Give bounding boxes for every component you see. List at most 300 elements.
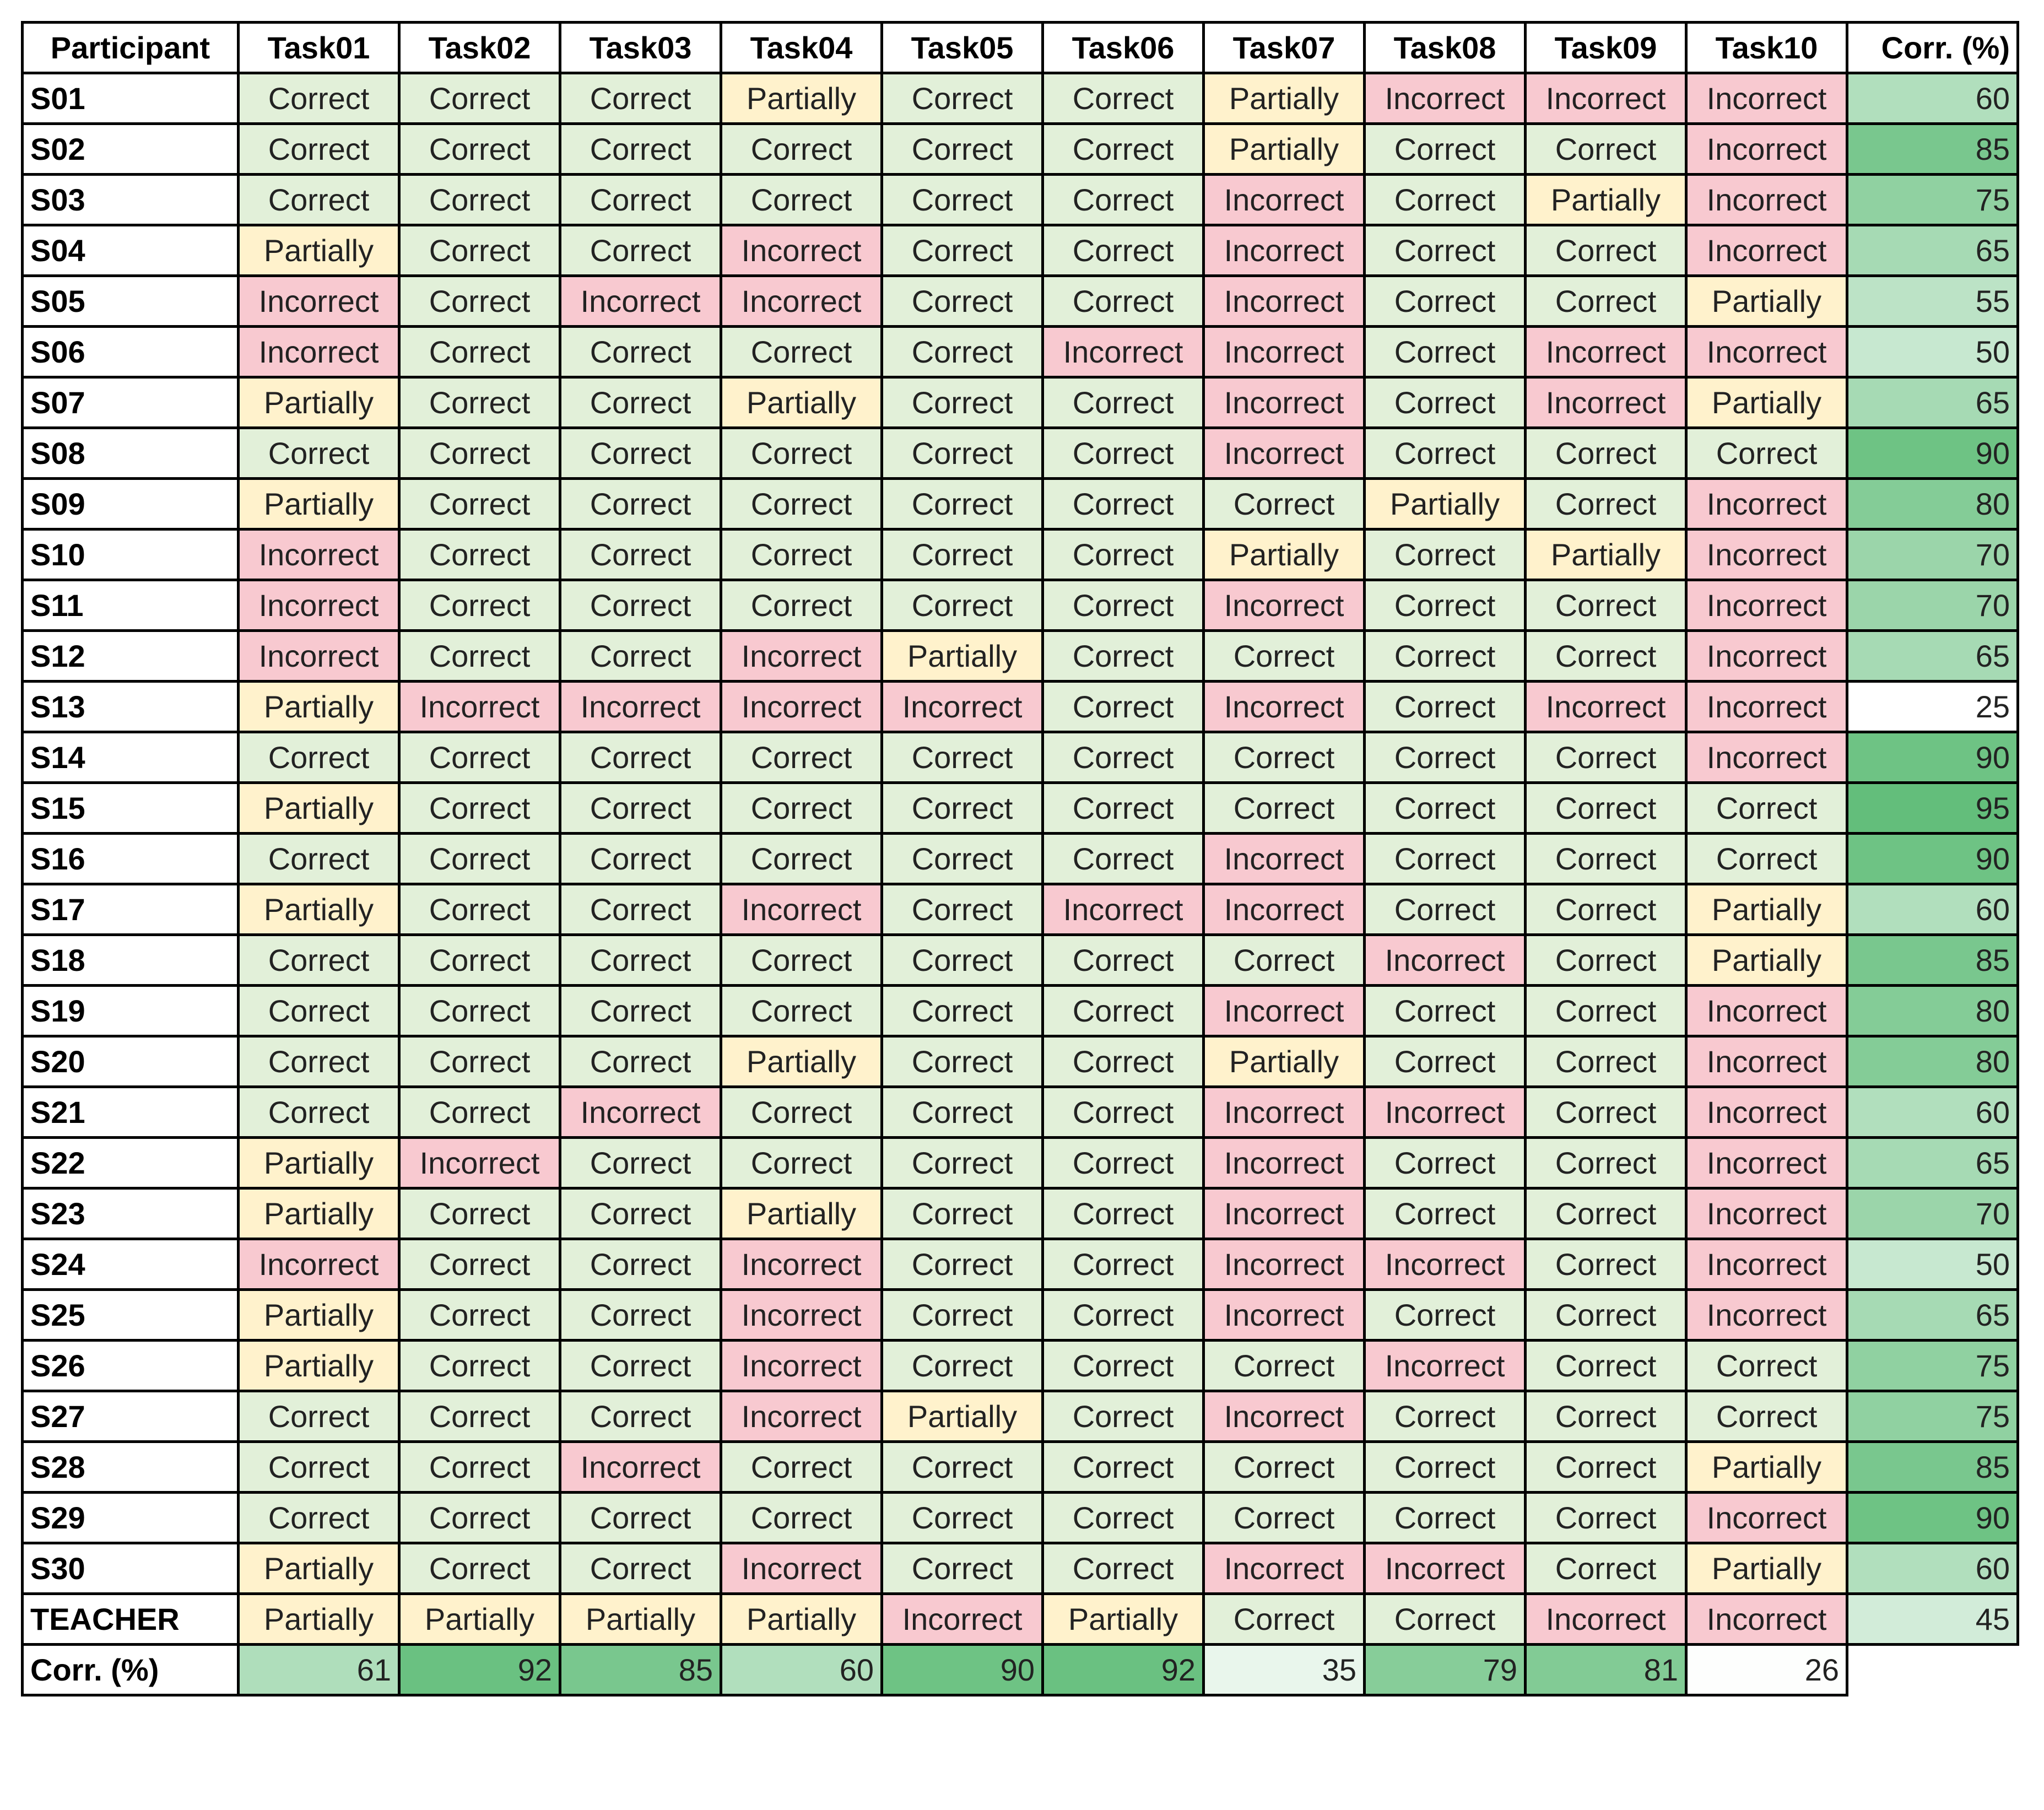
result-cell: Correct <box>721 986 882 1036</box>
result-cell: Correct <box>1043 935 1204 986</box>
result-cell: Incorrect <box>1686 580 1847 631</box>
result-cell: Correct <box>1043 783 1204 834</box>
result-cell: Incorrect <box>1365 1239 1526 1290</box>
result-cell: Correct <box>721 530 882 580</box>
result-cell: Correct <box>399 884 560 935</box>
result-cell: Correct <box>239 124 399 175</box>
result-cell: Correct <box>399 73 560 124</box>
table-row <box>23 1493 2018 1543</box>
participant-cell: S08 <box>23 428 239 479</box>
result-cell: Incorrect <box>1686 1239 1847 1290</box>
result-cell: Correct <box>882 986 1043 1036</box>
corr-cell: 90 <box>1847 1493 2018 1543</box>
footer-label: Corr. (%) <box>23 1645 239 1695</box>
participant-cell: S18 <box>23 935 239 986</box>
corr-cell: 75 <box>1847 1391 2018 1442</box>
column-header-task10: Task10 <box>1686 23 1847 73</box>
corr-cell: 60 <box>1847 884 2018 935</box>
table-row <box>23 1543 2018 1594</box>
result-cell: Partially <box>1365 479 1526 530</box>
result-cell: Incorrect <box>721 1543 882 1594</box>
result-cell: Correct <box>882 884 1043 935</box>
result-cell: Correct <box>1043 73 1204 124</box>
result-cell: Partially <box>239 479 399 530</box>
result-cell: Correct <box>1526 428 1686 479</box>
result-cell: Correct <box>1204 1341 1365 1391</box>
result-cell: Partially <box>239 1594 399 1645</box>
result-cell: Incorrect <box>1686 1138 1847 1188</box>
result-cell: Incorrect <box>1043 327 1204 377</box>
result-cell: Partially <box>239 1543 399 1594</box>
result-cell: Incorrect <box>1686 73 1847 124</box>
footer-corr-cell: 61 <box>239 1645 399 1695</box>
result-cell: Incorrect <box>399 682 560 732</box>
result-cell: Incorrect <box>721 682 882 732</box>
table-row <box>23 428 2018 479</box>
result-cell: Correct <box>882 530 1043 580</box>
result-cell: Correct <box>882 1239 1043 1290</box>
footer-corr-cell: 92 <box>1043 1645 1204 1695</box>
column-header-task08: Task08 <box>1365 23 1526 73</box>
result-cell: Correct <box>721 124 882 175</box>
result-cell: Correct <box>1043 377 1204 428</box>
result-cell: Correct <box>882 1087 1043 1138</box>
result-cell: Correct <box>239 428 399 479</box>
result-cell: Incorrect <box>721 276 882 327</box>
result-cell: Correct <box>1365 580 1526 631</box>
result-cell: Correct <box>1365 327 1526 377</box>
corr-cell: 50 <box>1847 327 2018 377</box>
result-cell: Correct <box>882 428 1043 479</box>
result-cell: Correct <box>560 1188 721 1239</box>
result-cell: Correct <box>882 1138 1043 1188</box>
result-cell: Partially <box>1686 276 1847 327</box>
participant-cell: S02 <box>23 124 239 175</box>
result-cell: Correct <box>882 732 1043 783</box>
table-row <box>23 530 2018 580</box>
participant-cell: S28 <box>23 1442 239 1493</box>
result-cell: Incorrect <box>1365 1087 1526 1138</box>
result-cell: Correct <box>1043 1543 1204 1594</box>
footer-corr-cell: 92 <box>399 1645 560 1695</box>
result-cell: Correct <box>399 1239 560 1290</box>
result-cell: Correct <box>1526 783 1686 834</box>
result-cell: Incorrect <box>1204 377 1365 428</box>
participant-cell: S30 <box>23 1543 239 1594</box>
result-cell: Partially <box>239 682 399 732</box>
corr-cell: 60 <box>1847 1087 2018 1138</box>
result-cell: Correct <box>399 935 560 986</box>
table-row <box>23 1036 2018 1087</box>
result-cell: Correct <box>1365 377 1526 428</box>
result-cell: Partially <box>1204 124 1365 175</box>
column-header-task01: Task01 <box>239 23 399 73</box>
result-cell: Correct <box>1686 1341 1847 1391</box>
column-header-participant: Participant <box>23 23 239 73</box>
corr-cell: 65 <box>1847 225 2018 276</box>
corr-cell: 25 <box>1847 682 2018 732</box>
result-cell: Correct <box>1204 1493 1365 1543</box>
result-cell: Incorrect <box>239 631 399 682</box>
result-cell: Correct <box>1365 1036 1526 1087</box>
participant-cell: S21 <box>23 1087 239 1138</box>
table-row <box>23 986 2018 1036</box>
result-cell: Correct <box>1365 783 1526 834</box>
result-cell: Incorrect <box>560 1087 721 1138</box>
result-cell: Partially <box>239 377 399 428</box>
result-cell: Correct <box>1043 631 1204 682</box>
corr-cell: 65 <box>1847 1138 2018 1188</box>
result-cell: Incorrect <box>721 225 882 276</box>
result-cell: Partially <box>1686 935 1847 986</box>
result-cell: Correct <box>1365 175 1526 225</box>
result-cell: Correct <box>560 530 721 580</box>
result-cell: Correct <box>399 1087 560 1138</box>
result-cell: Partially <box>1043 1594 1204 1645</box>
result-cell: Partially <box>239 225 399 276</box>
result-cell: Correct <box>239 73 399 124</box>
result-cell: Incorrect <box>1686 631 1847 682</box>
result-cell: Incorrect <box>1686 732 1847 783</box>
result-cell: Correct <box>399 1442 560 1493</box>
column-header-corr: Corr. (%) <box>1847 23 2018 73</box>
result-cell: Correct <box>1365 1442 1526 1493</box>
result-cell: Partially <box>721 1036 882 1087</box>
result-cell: Correct <box>1526 1543 1686 1594</box>
result-cell: Incorrect <box>1686 1036 1847 1087</box>
participant-cell: S05 <box>23 276 239 327</box>
result-cell: Correct <box>1526 1036 1686 1087</box>
footer-corr-cell: 35 <box>1204 1645 1365 1695</box>
result-cell: Correct <box>882 1290 1043 1341</box>
result-cell: Incorrect <box>1204 276 1365 327</box>
result-cell: Correct <box>399 479 560 530</box>
result-cell: Correct <box>1526 834 1686 884</box>
result-cell: Incorrect <box>1686 327 1847 377</box>
column-header-task06: Task06 <box>1043 23 1204 73</box>
result-cell: Partially <box>239 1341 399 1391</box>
result-cell: Correct <box>1043 1239 1204 1290</box>
result-cell: Incorrect <box>1686 124 1847 175</box>
participant-cell: S06 <box>23 327 239 377</box>
result-cell: Correct <box>1526 1290 1686 1341</box>
result-cell: Correct <box>560 1391 721 1442</box>
result-cell: Correct <box>1365 884 1526 935</box>
result-cell: Partially <box>1686 884 1847 935</box>
result-cell: Correct <box>1365 1138 1526 1188</box>
result-cell: Correct <box>399 732 560 783</box>
result-cell: Correct <box>882 1036 1043 1087</box>
result-cell: Correct <box>399 327 560 377</box>
result-cell: Incorrect <box>1365 1543 1526 1594</box>
result-cell: Correct <box>560 1341 721 1391</box>
participant-cell: S20 <box>23 1036 239 1087</box>
corr-cell: 70 <box>1847 580 2018 631</box>
result-cell: Correct <box>239 1493 399 1543</box>
table-row <box>23 732 2018 783</box>
result-cell: Correct <box>882 377 1043 428</box>
result-cell: Correct <box>560 1239 721 1290</box>
result-cell: Incorrect <box>1526 1594 1686 1645</box>
result-cell: Correct <box>239 834 399 884</box>
corr-cell: 65 <box>1847 631 2018 682</box>
result-cell: Partially <box>1526 175 1686 225</box>
column-header-task09: Task09 <box>1526 23 1686 73</box>
result-cell: Incorrect <box>1204 580 1365 631</box>
result-cell: Partially <box>239 884 399 935</box>
result-cell: Correct <box>1043 276 1204 327</box>
results-table <box>21 21 2019 1696</box>
result-cell: Correct <box>560 884 721 935</box>
column-header-task05: Task05 <box>882 23 1043 73</box>
result-cell: Correct <box>560 783 721 834</box>
column-header-task04: Task04 <box>721 23 882 73</box>
participant-cell: S13 <box>23 682 239 732</box>
corr-cell: 70 <box>1847 1188 2018 1239</box>
result-cell: Correct <box>1043 1087 1204 1138</box>
result-cell: Correct <box>882 73 1043 124</box>
result-cell: Correct <box>1043 1391 1204 1442</box>
result-cell: Correct <box>1526 884 1686 935</box>
result-cell: Incorrect <box>1204 884 1365 935</box>
result-cell: Correct <box>721 834 882 884</box>
result-cell: Correct <box>560 73 721 124</box>
result-cell: Incorrect <box>721 1290 882 1341</box>
result-cell: Correct <box>721 783 882 834</box>
result-cell: Correct <box>882 1493 1043 1543</box>
result-cell: Correct <box>560 732 721 783</box>
result-cell: Incorrect <box>1686 225 1847 276</box>
result-cell: Correct <box>1043 1341 1204 1391</box>
result-cell: Incorrect <box>560 276 721 327</box>
result-cell: Correct <box>882 935 1043 986</box>
table-row <box>23 682 2018 732</box>
result-cell: Correct <box>1526 276 1686 327</box>
result-cell: Incorrect <box>239 580 399 631</box>
result-cell: Correct <box>239 986 399 1036</box>
result-cell: Correct <box>399 377 560 428</box>
result-cell: Correct <box>399 1543 560 1594</box>
result-cell: Correct <box>399 631 560 682</box>
result-cell: Correct <box>1526 1391 1686 1442</box>
result-cell: Correct <box>560 1036 721 1087</box>
result-cell: Correct <box>399 1341 560 1391</box>
result-cell: Incorrect <box>1204 1188 1365 1239</box>
result-cell: Correct <box>560 124 721 175</box>
result-cell: Correct <box>560 834 721 884</box>
participant-cell: S24 <box>23 1239 239 1290</box>
result-cell: Incorrect <box>1204 1391 1365 1442</box>
result-cell: Correct <box>721 935 882 986</box>
result-cell: Correct <box>1043 530 1204 580</box>
result-cell: Incorrect <box>1686 1594 1847 1645</box>
result-cell: Correct <box>1043 834 1204 884</box>
result-cell: Partially <box>882 631 1043 682</box>
result-cell: Correct <box>560 580 721 631</box>
result-cell: Correct <box>399 276 560 327</box>
result-cell: Correct <box>1526 631 1686 682</box>
result-cell: Correct <box>1043 986 1204 1036</box>
participant-cell: S12 <box>23 631 239 682</box>
result-cell: Partially <box>1204 530 1365 580</box>
table-row <box>23 73 2018 124</box>
result-cell: Correct <box>1365 1188 1526 1239</box>
participant-cell: S11 <box>23 580 239 631</box>
result-cell: Correct <box>1365 732 1526 783</box>
result-cell: Correct <box>1365 1290 1526 1341</box>
result-cell: Correct <box>1526 986 1686 1036</box>
table-row <box>23 327 2018 377</box>
result-cell: Correct <box>399 1036 560 1087</box>
result-cell: Correct <box>1526 580 1686 631</box>
result-cell: Incorrect <box>1526 682 1686 732</box>
result-cell: Incorrect <box>882 1594 1043 1645</box>
result-cell: Correct <box>1365 530 1526 580</box>
result-cell: Correct <box>239 175 399 225</box>
result-cell: Correct <box>721 175 882 225</box>
corr-cell: 80 <box>1847 986 2018 1036</box>
result-cell: Partially <box>721 73 882 124</box>
result-cell: Correct <box>560 631 721 682</box>
result-cell: Correct <box>721 1138 882 1188</box>
result-cell: Incorrect <box>239 327 399 377</box>
result-cell: Correct <box>1043 479 1204 530</box>
result-cell: Incorrect <box>1526 327 1686 377</box>
result-cell: Correct <box>721 732 882 783</box>
participant-cell: S25 <box>23 1290 239 1341</box>
result-cell: Incorrect <box>1204 682 1365 732</box>
corr-cell: 50 <box>1847 1239 2018 1290</box>
result-cell: Incorrect <box>1043 884 1204 935</box>
result-cell: Incorrect <box>1365 73 1526 124</box>
result-cell: Correct <box>882 1543 1043 1594</box>
column-header-task07: Task07 <box>1204 23 1365 73</box>
result-cell: Partially <box>1526 530 1686 580</box>
table-row <box>23 884 2018 935</box>
result-cell: Correct <box>882 479 1043 530</box>
footer-corr-cell: 85 <box>560 1645 721 1695</box>
result-cell: Partially <box>882 1391 1043 1442</box>
result-cell: Correct <box>560 479 721 530</box>
table-row <box>23 225 2018 276</box>
result-cell: Correct <box>239 1036 399 1087</box>
footer-corr-cell: 79 <box>1365 1645 1526 1695</box>
result-cell: Correct <box>882 276 1043 327</box>
result-cell: Correct <box>399 1290 560 1341</box>
result-cell: Partially <box>399 1594 560 1645</box>
table-row <box>23 1138 2018 1188</box>
participant-cell: TEACHER <box>23 1594 239 1645</box>
table-row <box>23 1239 2018 1290</box>
footer-corr-cell: 26 <box>1686 1645 1847 1695</box>
table-row <box>23 1290 2018 1341</box>
result-cell: Incorrect <box>1686 1493 1847 1543</box>
result-cell: Correct <box>1365 428 1526 479</box>
result-cell: Correct <box>1043 1493 1204 1543</box>
result-cell: Correct <box>399 986 560 1036</box>
result-cell: Correct <box>399 783 560 834</box>
result-cell: Incorrect <box>239 1239 399 1290</box>
result-cell: Correct <box>560 1138 721 1188</box>
participant-cell: S29 <box>23 1493 239 1543</box>
table-row <box>23 834 2018 884</box>
result-cell: Incorrect <box>1686 530 1847 580</box>
result-cell: Correct <box>239 1391 399 1442</box>
result-cell: Incorrect <box>721 631 882 682</box>
result-cell: Partially <box>1686 377 1847 428</box>
corr-cell: 70 <box>1847 530 2018 580</box>
result-cell: Correct <box>1043 1290 1204 1341</box>
corr-cell: 65 <box>1847 1290 2018 1341</box>
corr-cell: 55 <box>1847 276 2018 327</box>
result-cell: Correct <box>1526 1087 1686 1138</box>
result-cell: Correct <box>1526 1188 1686 1239</box>
result-cell: Correct <box>1043 1442 1204 1493</box>
result-cell: Incorrect <box>239 530 399 580</box>
result-cell: Partially <box>721 1594 882 1645</box>
result-cell: Incorrect <box>1686 986 1847 1036</box>
result-cell: Correct <box>721 1442 882 1493</box>
result-cell: Correct <box>882 1188 1043 1239</box>
result-cell: Correct <box>1043 124 1204 175</box>
result-cell: Correct <box>1043 1138 1204 1188</box>
result-cell: Correct <box>1043 225 1204 276</box>
result-cell: Incorrect <box>1686 1087 1847 1138</box>
table-row <box>23 580 2018 631</box>
table-row <box>23 276 2018 327</box>
result-cell: Incorrect <box>1365 1341 1526 1391</box>
result-cell: Correct <box>882 124 1043 175</box>
result-cell: Correct <box>239 1087 399 1138</box>
result-cell: Correct <box>721 1493 882 1543</box>
table-row <box>23 1341 2018 1391</box>
result-cell: Incorrect <box>560 682 721 732</box>
result-cell: Incorrect <box>1204 1543 1365 1594</box>
result-cell: Correct <box>721 428 882 479</box>
corr-cell: 85 <box>1847 124 2018 175</box>
result-cell: Correct <box>399 225 560 276</box>
participant-cell: S15 <box>23 783 239 834</box>
participant-cell: S07 <box>23 377 239 428</box>
table-row <box>23 124 2018 175</box>
result-cell: Incorrect <box>1686 682 1847 732</box>
participant-cell: S23 <box>23 1188 239 1239</box>
result-cell: Correct <box>560 1543 721 1594</box>
result-cell: Correct <box>239 1442 399 1493</box>
result-cell: Incorrect <box>1526 73 1686 124</box>
result-cell: Correct <box>882 580 1043 631</box>
result-cell: Correct <box>560 1290 721 1341</box>
result-cell: Correct <box>1526 1442 1686 1493</box>
result-cell: Correct <box>399 834 560 884</box>
participant-cell: S26 <box>23 1341 239 1391</box>
result-cell: Incorrect <box>1686 1290 1847 1341</box>
result-cell: Correct <box>1043 1036 1204 1087</box>
result-cell: Correct <box>721 580 882 631</box>
result-cell: Incorrect <box>1686 1188 1847 1239</box>
result-cell: Correct <box>1365 124 1526 175</box>
result-cell: Correct <box>1204 732 1365 783</box>
result-cell: Incorrect <box>1204 428 1365 479</box>
result-cell: Incorrect <box>1365 935 1526 986</box>
result-cell: Partially <box>1204 1036 1365 1087</box>
footer-corr-cell: 90 <box>882 1645 1043 1695</box>
table-row <box>23 1391 2018 1442</box>
result-cell: Correct <box>1365 986 1526 1036</box>
column-header-task03: Task03 <box>560 23 721 73</box>
result-cell: Correct <box>882 1442 1043 1493</box>
result-cell: Correct <box>560 986 721 1036</box>
